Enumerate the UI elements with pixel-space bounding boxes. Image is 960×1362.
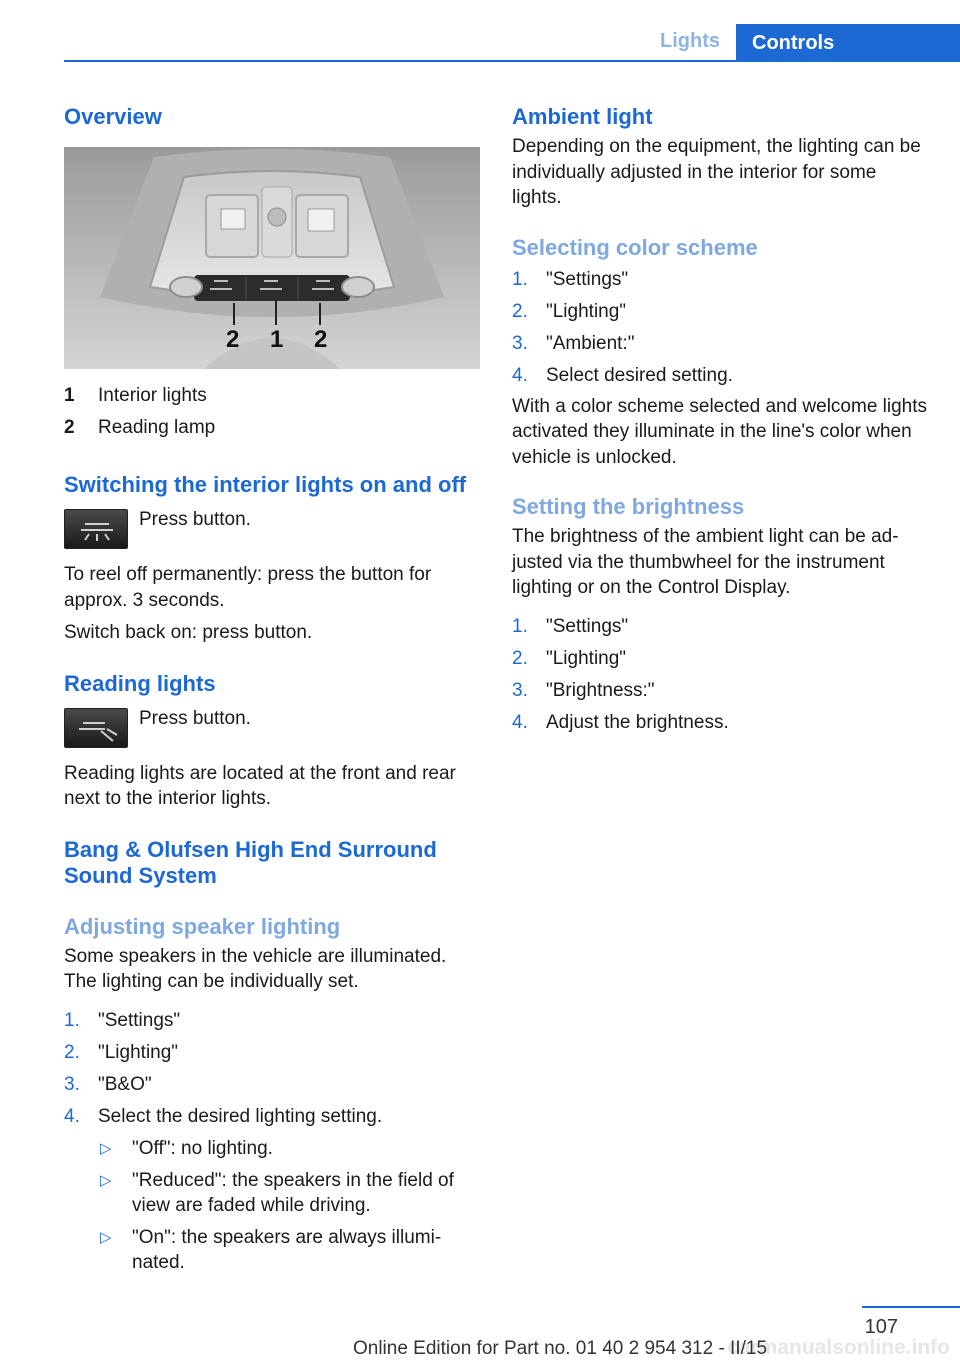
edition-note: Online Edition for Part no. 01 40 2 954 312 - II/15	[352, 1338, 768, 1359]
step-text: "Lighting"	[98, 1042, 179, 1063]
speaker-lighting-heading: Adjusting speaker lighting	[64, 913, 341, 939]
step-number: 4.	[64, 1106, 80, 1127]
interior-light-button-row	[64, 508, 480, 549]
step-number: 2.	[512, 648, 528, 669]
step-number: 2.	[512, 301, 528, 322]
reading-paragraph: Reading lights are located at the front and rear next to the interior lights.	[64, 762, 456, 809]
interior-light-instruction: Press button.	[139, 509, 251, 530]
speaker-steps-list	[64, 1005, 480, 1133]
step-text: "Settings"	[546, 616, 629, 637]
footer-rule	[862, 1306, 960, 1308]
brightness-heading: Setting the brightness	[512, 494, 745, 519]
header-chapter-tab: Controls	[736, 24, 960, 62]
step-text: "B&O"	[98, 1074, 152, 1095]
list-item	[98, 1222, 480, 1279]
legend-item	[64, 380, 480, 412]
list-item	[512, 360, 928, 392]
switching-heading: Switching the interior lights on and off	[64, 472, 467, 497]
step-text: Select the desired lighting setting.	[98, 1106, 383, 1127]
option-text: "On": the speakers are always illumi-nated.	[132, 1227, 442, 1273]
photo-callout-center: 1	[270, 326, 284, 353]
legend-text: Reading lamp	[98, 417, 216, 438]
left-column	[64, 100, 480, 1279]
legend-number: 1	[64, 385, 75, 406]
speaker-paragraph: Some speakers in the vehicle are illuminated. The lighting can be individually set.	[64, 945, 447, 992]
step-number: 4.	[512, 712, 528, 733]
step-text: Adjust the brightness.	[546, 712, 729, 733]
list-item	[98, 1165, 480, 1222]
list-item	[512, 675, 928, 707]
overview-heading: Overview	[64, 104, 162, 129]
header-section-label: Lights	[660, 30, 720, 52]
step-number: 4.	[512, 365, 528, 386]
step-number: 3.	[64, 1074, 80, 1095]
header-rule	[64, 60, 960, 62]
step-number: 3.	[512, 333, 528, 354]
step-number: 1.	[512, 269, 528, 290]
option-text: "Off": no lighting.	[132, 1138, 273, 1159]
step-text: Select desired setting.	[546, 365, 733, 386]
step-number: 1.	[512, 616, 528, 637]
reading-light-button-row	[64, 707, 480, 748]
legend-number: 2	[64, 417, 75, 438]
legend-text: Interior lights	[98, 385, 207, 406]
step-number: 3.	[512, 680, 528, 701]
legend-item	[64, 412, 480, 444]
color-steps-list	[512, 264, 928, 392]
list-item	[64, 1005, 480, 1037]
color-scheme-heading: Selecting color scheme	[512, 234, 758, 260]
list-item	[512, 328, 928, 360]
ambient-light-heading: Ambient light	[512, 104, 653, 129]
triangle-bullet-icon: ▷	[100, 1140, 112, 1157]
brightness-steps-list	[512, 611, 928, 739]
photo-legend	[64, 380, 480, 444]
triangle-bullet-icon: ▷	[100, 1172, 112, 1189]
step-text: "Lighting"	[546, 301, 627, 322]
right-column	[512, 100, 928, 739]
step-number: 2.	[64, 1042, 80, 1063]
step-text: "Settings"	[98, 1010, 181, 1031]
list-item	[512, 296, 928, 328]
watermark: carmanualsonline.info	[727, 1336, 950, 1359]
step-text: "Brightness:"	[546, 680, 655, 701]
speaker-options-list	[98, 1133, 480, 1279]
reading-light-button-icon	[64, 708, 128, 748]
overhead-console-photo	[64, 147, 480, 369]
switching-paragraph-2: Switch back on: press button.	[64, 622, 313, 643]
list-item	[512, 611, 928, 643]
list-item	[512, 264, 928, 296]
overhead-console-illustration	[64, 147, 480, 369]
reading-light-instruction: Press button.	[139, 707, 251, 729]
list-item	[98, 1133, 480, 1165]
switching-paragraph-1: To reel off permanently: press the button for approx. 3 seconds.	[64, 564, 432, 611]
list-item	[64, 1069, 480, 1101]
color-paragraph: With a color scheme selected and welcome lights activated they illuminate in the line's color when vehicle is unlocked.	[512, 395, 928, 468]
step-text: "Ambient:"	[546, 333, 635, 354]
triangle-bullet-icon: ▷	[100, 1229, 112, 1246]
option-text: "Reduced": the speakers in the field of view are faded while driving.	[132, 1170, 454, 1216]
photo-callout-left: 2	[226, 326, 240, 353]
step-text: "Lighting"	[546, 648, 627, 669]
bang-olufsen-heading: Bang & Olufsen High End Surround Sound System	[64, 836, 437, 888]
list-item	[512, 643, 928, 675]
list-item	[512, 707, 928, 739]
ambient-paragraph: Depending on the equipment, the lighting can be individually adjusted in the interior for some lights.	[512, 136, 921, 208]
photo-callout-right: 2	[314, 326, 328, 353]
step-number: 1.	[64, 1010, 80, 1031]
list-item	[64, 1037, 480, 1069]
interior-light-button-icon	[64, 509, 128, 549]
list-item	[64, 1101, 480, 1133]
page-number: 107	[864, 1316, 898, 1338]
reading-lights-heading: Reading lights	[64, 670, 216, 696]
brightness-paragraph: The brightness of the ambient light can be ad-justed via the thumbwheel for the instrument lighting or on the Control Display.	[512, 526, 899, 598]
step-text: "Settings"	[546, 269, 629, 290]
